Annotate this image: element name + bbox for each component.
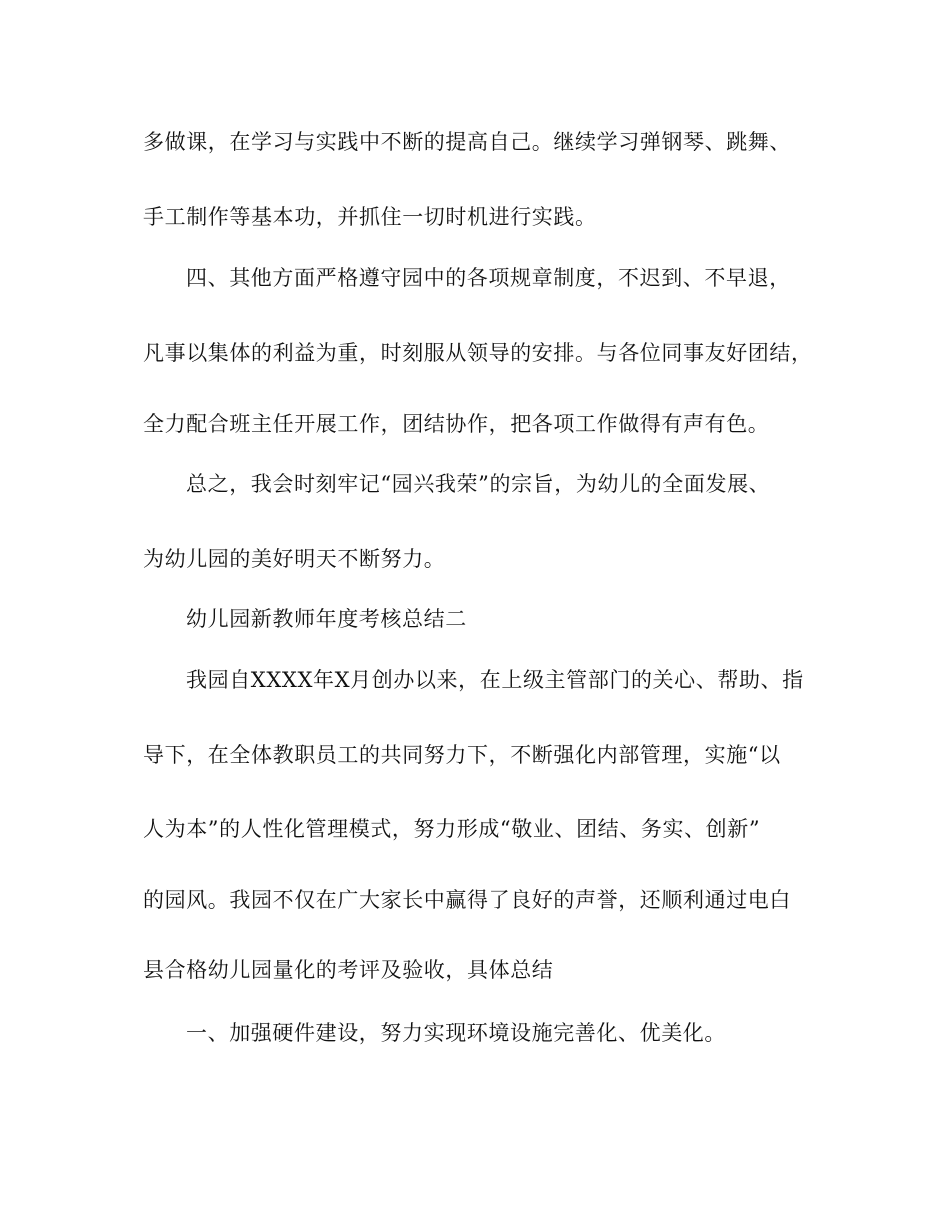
text-line: 为幼儿园的美好明天不断努力。 bbox=[143, 547, 446, 571]
text-line: 县合格幼儿园量化的考评及验收，具体总结 bbox=[143, 958, 554, 982]
conclusion-line: 总之，我会时刻牢记“园兴我荣”的宗旨，为幼儿的全面发展、 bbox=[186, 472, 771, 496]
text-line: 人为本”的人性化管理模式，努力形成“敬业、团结、务实、创新” bbox=[143, 817, 761, 841]
section-four-line: 四、其他方面严格遵守园中的各项规章制度，不迟到、不早退， bbox=[186, 266, 791, 290]
text-line: 多做课，在学习与实践中不断的提高自己。继续学习弹钢琴、跳舞、 bbox=[143, 130, 791, 154]
text-line: 我园自XXXX年X月创办以来，在上级主管部门的关心、帮助、指 bbox=[186, 668, 804, 692]
text-line: 的园风。我园不仅在广大家长中赢得了良好的声誉，还顺利通过电白 bbox=[143, 888, 791, 912]
text-line: 导下，在全体教职员工的共同努力下，不断强化内部管理，实施“以 bbox=[143, 743, 781, 767]
section-one-line: 一、加强硬件建设，努力实现环境设施完善化、优美化。 bbox=[186, 1021, 726, 1045]
section-heading: 幼儿园新教师年度考核总结二 bbox=[186, 607, 467, 631]
text-line: 凡事以集体的利益为重，时刻服从领导的安排。与各位同事友好团结， bbox=[143, 341, 813, 365]
text-line: 手工制作等基本功，并抓住一切时机进行实践。 bbox=[143, 205, 597, 229]
text-line: 全力配合班主任开展工作，团结协作，把各项工作做得有声有色。 bbox=[143, 412, 770, 436]
